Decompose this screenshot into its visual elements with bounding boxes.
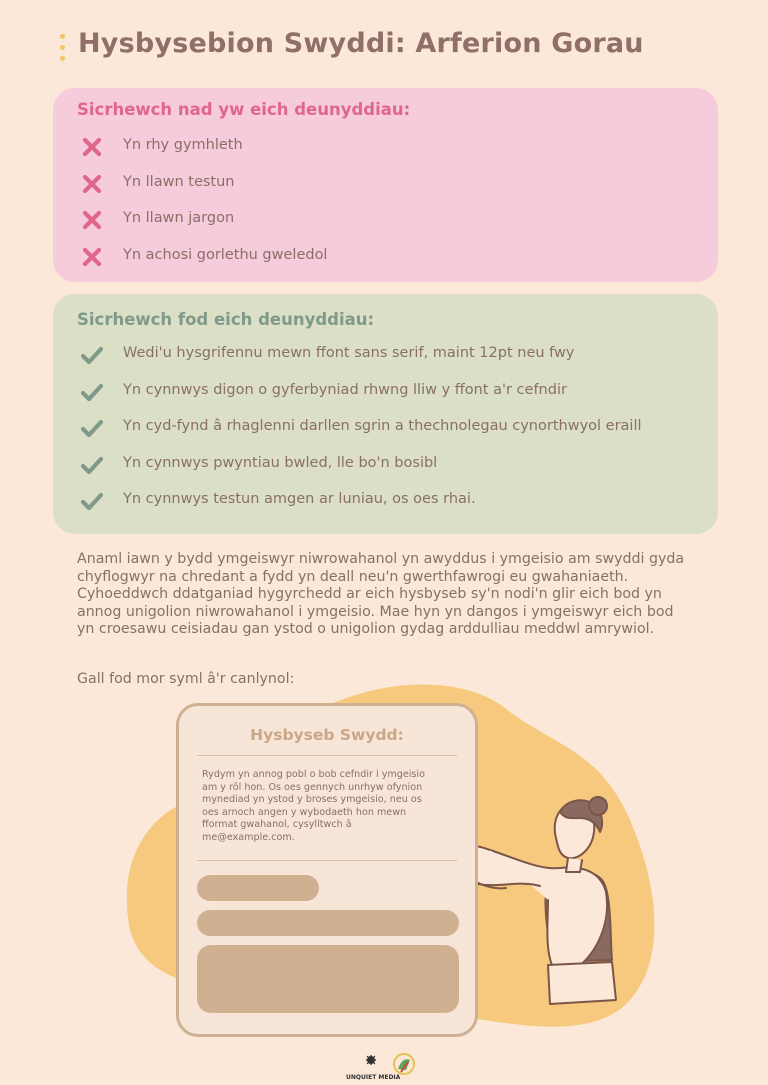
job-ad-divider (197, 860, 457, 861)
partner-logo-icon (394, 1054, 414, 1074)
unquiet-media-logo-icon (366, 1055, 376, 1065)
avoid-heading: Sicrhewch nad yw eich deunyddiau: (77, 100, 411, 119)
avoid-item-label: Yn rhy gymhleth (123, 137, 243, 153)
ensure-item-label: Yn cynnwys testun amgen ar luniau, os oes rhai. (123, 491, 476, 507)
job-ad-divider (197, 755, 457, 756)
avoid-item-label: Yn llawn testun (123, 173, 235, 190)
ensure-item-label: Yn cynnwys digon o gyferbyniad rhwng lliw y ffont a'r cefndir (123, 381, 567, 398)
page-title: Hysbysebion Swyddi: Arferion Gorau (78, 28, 644, 59)
footer-logos (346, 1050, 416, 1082)
placeholder-bar-long (197, 910, 459, 936)
ensure-heading: Sicrhewch fod eich deunyddiau: (77, 310, 375, 329)
ensure-item-label: Wedi'u hysgrifennu mewn ffont sans serif, maint 12pt neu fwy (123, 345, 575, 361)
lead-in-text: Gall fod mor syml â'r canlynol: (77, 671, 295, 687)
job-ad-heading: Hysbyseb Swydd: (250, 726, 404, 744)
ensure-item-label: Yn cyd-fynd â rhaglenni darllen sgrin a thechnolegau cynorthwyol eraill (123, 418, 642, 434)
job-ad-card (176, 703, 478, 1037)
intro-paragraph: Anaml iawn y bydd ymgeiswyr niwrowahanol yn awyddus i ymgeisio am swyddi gyda chyflogwyr na chredant a fydd yn deall neu'n gwerthfawrogi eu gwahaniaeth. Cyhoeddwch ddatganiad hygyrchedd ar eich hysbyseb sy'n nodi'n glir eich bod yn annog unigolion niwrowahanol i ymgeisio. Mae hyn yn dangos i ymgeiswyr eich bod yn croesawu ceisiadau gan ystod o unigolion gydag arddulliau meddwl amrywiol. (77, 551, 685, 638)
unquiet-media-logo: UNQUIET MEDIA (346, 1074, 401, 1081)
avoid-item-label: Yn achosi gorlethu gweledol (123, 246, 328, 263)
placeholder-bar-short (197, 875, 319, 901)
placeholder-block (197, 945, 459, 1013)
job-ad-body: Rydym yn annog pobl o bob cefndir i ymgeisio am y rôl hon. Os oes gennych unrhyw ofynion mynediad yn ystod y broses ymgeisio, neu os oes arnoch angen y wybodaeth hon mewn fformat gwahanol, cysylltwch â me@example.com. (202, 769, 425, 843)
avoid-item-label: Yn llawn jargon (123, 210, 235, 226)
ensure-item-label: Yn cynnwys pwyntiau bwled, lle bo'n bosibl (123, 454, 438, 471)
logo-marks (346, 1050, 416, 1076)
